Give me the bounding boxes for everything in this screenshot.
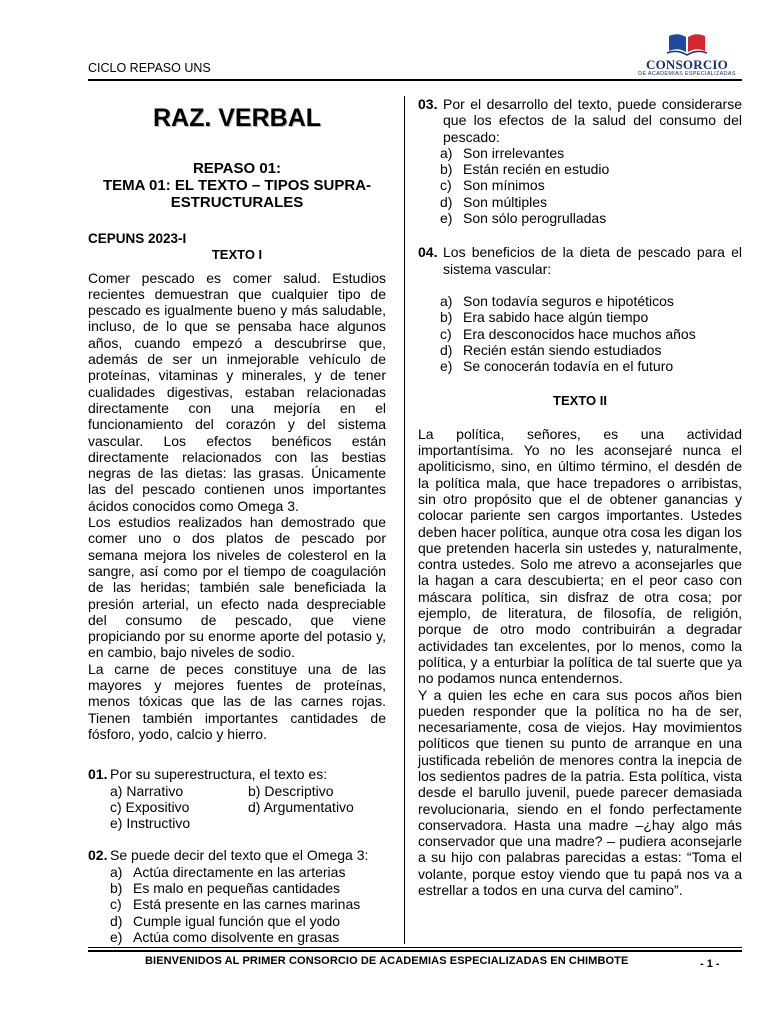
option-c <box>440 326 742 342</box>
option-text: Es malo en pequeñas cantidades <box>133 879 341 896</box>
option-letter: e) <box>440 210 453 227</box>
option-e <box>110 929 386 945</box>
option-b <box>440 309 742 325</box>
option-text: Era desconocidos hace muchos años <box>463 325 696 342</box>
texto-2-paragraph-2: Y a quien les eche en cara sus pocos años bien pueden responder que la política no ha de ser, necesariamente, cosa de viejos. Hay movimientos políticos que tienen su punto de arranque en una justificada rebelión de menores contra la inepcia de los sedientos padres de la patria. Esta política, vista desde el barullo juvenil, puede parecer demasiada revolucionaria, siendo en el fondo perfectamente conservadora. Hasta una madre –¿hay algo más conservador que una madre? – pudiera aconsejarle a su hijo con palabras parecidas a estas: “Toma el volante, porque estoy viendo que tu papá nos va a estrellar a todos en una curva del camino”. <box>418 686 742 899</box>
footer-text: BIENVENIDOS AL PRIMER CONSORCIO DE ACADEMIAS ESPECIALIZADAS EN CHIMBOTE <box>145 955 629 967</box>
page-title: RAZ. VERBAL <box>152 104 322 132</box>
question-text: Los beneficios de la dieta de pescado para el sistema vascular: <box>443 244 742 277</box>
option-text: Actúa como disolvente en grasas <box>133 928 340 945</box>
question-03 <box>418 96 742 145</box>
consorcio-logo <box>632 30 742 76</box>
option-e <box>440 210 742 226</box>
option-letter: e) <box>110 928 123 945</box>
header-divider <box>88 79 742 81</box>
option-text: Están recién en estudio <box>463 161 610 178</box>
question-number: 04. <box>418 244 438 261</box>
option-letter: e) <box>440 358 453 375</box>
option-list <box>418 293 742 374</box>
option-letter: b) <box>440 309 453 326</box>
texto-2-paragraph-1: La política, señores, es una actividad importantísima. Yo no les aconsejaré nunca el apoliticismo, sino, en último término, el desdén de la política mala, que hace trepadores o arribistas, sin otro propósito que el de obtener ganancias y colocar pariente sen cargos importantes. Ustedes deben hacer política, aunque otra cosa les digan los que pretenden hacerla sin ustedes y, naturalmente, contra ustedes. Solo me atrevo a aconsejarles que la hagan a cara descubierta; en el peor caso con máscara política, sin disfraz de otra cosa; por ejemplo, de literatura, de filosofía, de religión, porque de otro modo contribuirán a degradar actividades tan excelentes, por lo menos, como la política, y a enturbiar la política de tal suerte que ya no podamos nunca entendernos. <box>418 425 742 687</box>
option-letter: b) <box>110 879 123 896</box>
option-letter: d) <box>440 341 453 358</box>
option-text: Son irrelevantes <box>463 144 565 161</box>
texto-1-heading: TEXTO I <box>211 247 263 263</box>
option-letter: c) <box>110 896 122 913</box>
option-text: Recién están siendo estudiados <box>463 341 662 358</box>
question-02 <box>88 847 386 863</box>
option-letter: c) <box>440 177 452 194</box>
footer-divider-thick <box>88 950 742 952</box>
option-b <box>110 880 386 896</box>
option-text: Era sabido hace algún tiempo <box>463 309 649 326</box>
option-text: Son múltiples <box>463 193 548 210</box>
option-letter: b) <box>440 161 453 178</box>
right-column <box>418 96 742 898</box>
option-letter: d) <box>110 912 123 929</box>
option-row <box>88 799 386 815</box>
option-text: Son sólo perogrulladas <box>463 210 607 227</box>
option-letter: a) <box>440 292 453 309</box>
footer-divider <box>88 947 742 948</box>
texto-1-paragraph-1: Comer pescado es comer salud. Estudios recientes demuestran que cualquier tipo de pescado es igualmente bueno y más saludable, incluso, de lo que se pensaba hace algunos años, cuando empezó a descubrirse que, además de ser un inmejorable vehículo de proteínas, vitaminas y minerales, y de tener cualidades digestivas, estaban relacionadas directamente con una mejoría en el funcionamiento del corazón y del sistema vascular. Los efectos benéficos están directamente relacionados con las bestias negras de las dietas: las grasas. Únicamente las del pescado contienen unos importantes ácidos conocidos como Omega 3. <box>88 269 386 514</box>
column-divider <box>404 96 405 944</box>
option-letter: a) <box>110 863 123 880</box>
option-a <box>110 864 386 880</box>
question-04 <box>418 244 742 277</box>
option-c <box>110 896 386 912</box>
option-row <box>88 815 386 831</box>
option-letter: d) <box>440 193 453 210</box>
option-d <box>440 194 742 210</box>
option-list <box>418 145 742 226</box>
option-d <box>440 342 742 358</box>
option-a <box>440 145 742 161</box>
header-course-label: CICLO REPASO UNS <box>88 61 211 75</box>
option-list <box>88 864 386 945</box>
cepuns-label: CEPUNS 2023-I <box>88 231 187 246</box>
option-row <box>88 783 386 799</box>
option-e <box>440 358 742 374</box>
texto-1-paragraph-3: La carne de peces constituye una de las mayores y mejores fuentes de proteínas, menos tóxicas que las de las carnes rojas. Tienen también importantes cantidades de fósforo, yodo, calcio y hierro. <box>88 660 386 742</box>
option-b <box>440 161 742 177</box>
option-c <box>440 177 742 193</box>
question-01 <box>88 766 386 782</box>
logo-text: CONSORCIO <box>646 57 728 72</box>
page-number: - 1 - <box>700 958 720 970</box>
option-a: a) Narrativo <box>110 782 184 799</box>
option-text: Está presente en las carnes marinas <box>133 896 361 913</box>
option-a <box>440 293 742 309</box>
question-text: Por su superestructura, el texto es: <box>110 766 328 783</box>
question-number: 03. <box>418 96 438 112</box>
question-number: 01. <box>88 766 108 783</box>
option-text: Se conocerán todavía en el futuro <box>463 358 674 375</box>
option-b: b) Descriptivo <box>248 782 334 799</box>
option-letter: c) <box>440 325 452 342</box>
option-text: Son todavía seguros e hipotéticos <box>463 292 674 309</box>
option-d: d) Argumentativo <box>248 798 354 815</box>
option-e: e) Instructivo <box>110 815 191 832</box>
subtitle-repaso: REPASO 01: <box>192 160 282 177</box>
texto-1-paragraph-2: Los estudios realizados han demostrado que comer uno o dos platos de pescado por semana mejora los niveles de colesterol en la sangre, así como por el tiempo de coagulación de las heridas; también sale beneficiada la presión arterial, un efecto nada despreciable del consumo de pescado, que viene propiciando por su enorme aporte del potasio y, en cambio, bajo niveles de sodio. <box>88 514 386 661</box>
option-text: Actúa directamente en las arterias <box>133 863 346 880</box>
option-text: Cumple igual función que el yodo <box>133 912 341 929</box>
left-column <box>88 96 386 945</box>
option-d <box>110 913 386 929</box>
question-number: 02. <box>88 847 108 864</box>
subtitle-tema: TEMA 01: EL TEXTO – TIPOS SUPRA-ESTRUCTURALES <box>102 177 372 211</box>
texto-2-heading: TEXTO II <box>553 393 607 409</box>
book-icon <box>665 30 709 56</box>
question-text: Por el desarrollo del texto, puede considerarse que los efectos de la salud del consumo del pescado: <box>443 96 742 145</box>
option-c: c) Expositivo <box>110 798 190 815</box>
question-text: Se puede decir del texto que el Omega 3: <box>110 847 369 864</box>
logo-subtext: DE ACADEMIAS ESPECIALIZADAS <box>638 71 736 77</box>
option-letter: a) <box>440 144 453 161</box>
option-text: Son mínimos <box>463 177 545 194</box>
